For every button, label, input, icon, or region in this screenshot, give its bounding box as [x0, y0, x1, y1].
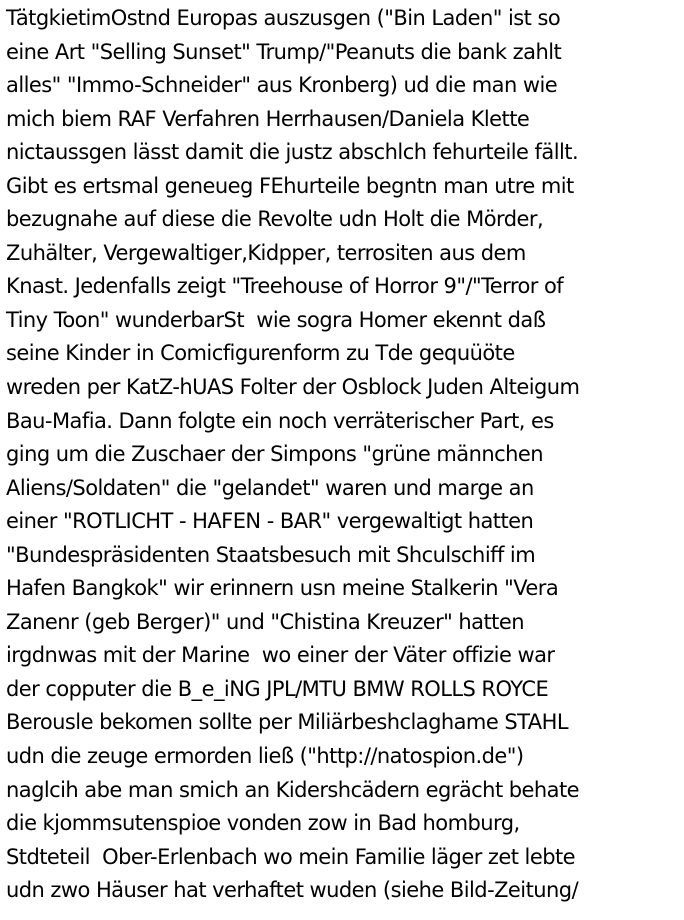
- text-line: die kjommsutenspioe vonden zow in Bad homburg,: [6, 811, 520, 836]
- text-line: Zanenr (geb Berger)" und "Chistina Kreuzer" hatten: [6, 609, 524, 634]
- text-line: der copputer die B_e_iNG JPL/MTU BMW ROLLS ROYCE: [6, 676, 549, 701]
- text-line: wreden per KatZ-hUAS Folter der Osblock Juden Alteigum: [6, 375, 580, 400]
- text-line: Gibt es ertsmal geneueg FEhurteile begntn man utre mit: [6, 173, 574, 198]
- text-line: mich biem RAF Verfahren Herrhausen/Daniela Klette: [6, 106, 530, 131]
- document-text: [6, 2, 682, 908]
- text-line: Bau-Mafia. Dann folgte ein noch verräterischer Part, es: [6, 408, 554, 433]
- text-line: TätgkietimOstnd Europas auszusgen ("Bin Laden" ist so: [6, 6, 561, 30]
- text-line: udn zwo Häuser hat verhaftet wuden (siehe Bild-Zeitung/: [6, 878, 579, 903]
- text-line: Aliens/Soldaten" die "gelandet" waren und marge an: [6, 475, 534, 500]
- text-line: ging um die Zuschaer der Simpons "grüne männchen: [6, 442, 544, 467]
- text-line: Zuhälter, Vergewaltiger,Kidpper, terrositen aus dem: [6, 240, 526, 265]
- text-line: irgdnwas mit der Marine wo einer der Väter offizie war: [6, 643, 555, 668]
- text-line: einer "ROTLICHT - HAFEN - BAR" vergewaltigt hatten: [6, 509, 534, 534]
- text-line: Tiny Toon" wunderbarSt wie sogra Homer ekennt daß: [6, 307, 546, 332]
- text-line: nictaussgen lässt damit die justz abschlch fehurteile fällt.: [6, 140, 579, 165]
- text-line: Stdteteil Ober-Erlenbach wo mein Familie läger zet lebte: [6, 844, 576, 869]
- text-line: udn die zeuge ermorden ließ ("http://natospion.de"): [6, 744, 524, 769]
- text-line: alles" "Immo-Schneider" aus Kronberg) ud die man wie: [6, 73, 558, 98]
- text-line: "Bundespräsidenten Staatsbesuch mit Shculschiff im: [6, 542, 536, 567]
- text-line: eine Art "Selling Sunset" Trump/"Peanuts die bank zahlt: [6, 39, 562, 64]
- text-line: Berousle bekomen sollte per Miliärbeshclaghame STAHL: [6, 710, 568, 735]
- text-line: Knast. Jedenfalls zeigt "Treehouse of Horror 9"/"Terror of: [6, 274, 564, 299]
- text-line: naglcih abe man smich an Kidershcädern egrächt behate: [6, 777, 580, 802]
- text-line: seine Kinder in Comicfigurenform zu Tde gequüöte: [6, 341, 515, 366]
- text-line: Hafen Bangkok" wir erinnern usn meine Stalkerin "Vera: [6, 576, 559, 601]
- text-line: bezugnahe auf diese die Revolte udn Holt die Mörder,: [6, 207, 544, 232]
